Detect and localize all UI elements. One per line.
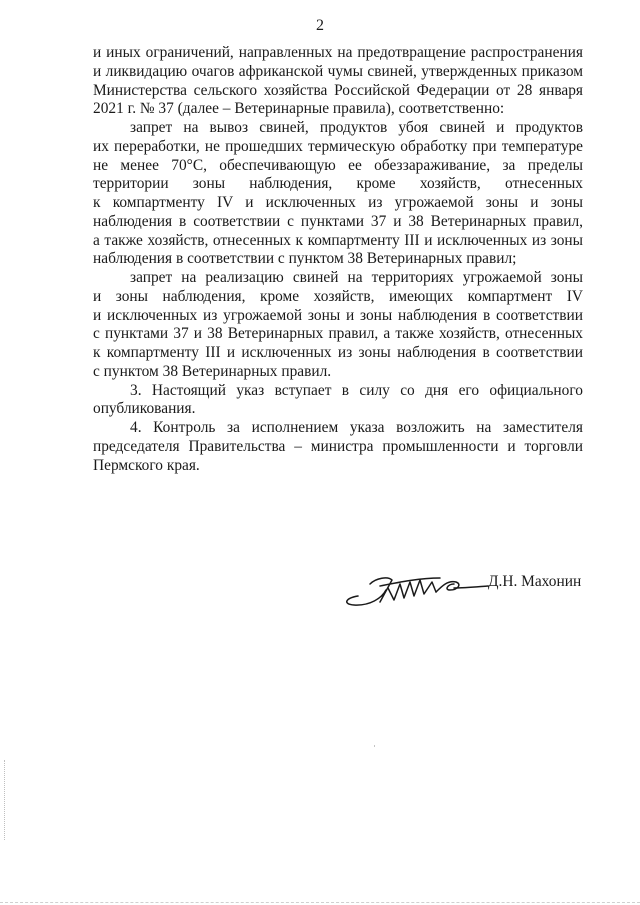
scan-artifact [4, 760, 6, 840]
page-number: 2 [316, 17, 324, 34]
scan-artifact [374, 745, 375, 747]
text-line: 4. Контроль за исполнением указа возложить на заместителя [130, 419, 583, 436]
text-line: к компартменту IV и исключенных из угрожаемой зоны и зоны [93, 194, 583, 211]
text-line: запрет на вывоз свиней, продуктов убоя свиней и продуктов [130, 119, 583, 136]
text-line: наблюдения в соответствии с пунктами 37 и 38 Ветеринарных правил, [93, 212, 583, 230]
text-line: не менее 70°С, обеспечивающую ее обеззараживание, за пределы [93, 156, 583, 174]
document-body [93, 44, 583, 475]
signer-name: Д.Н. Махонин [488, 573, 582, 590]
paragraph-export-ban [93, 119, 583, 269]
text-line: Пермского края. [93, 456, 200, 474]
text-line: и ликвидацию очагов африканской чумы свиней, утвержденных приказом [93, 62, 583, 80]
text-line: к компартменту III и исключенных из зоны наблюдения в соответствии [93, 344, 583, 361]
paragraph-sale-ban [93, 269, 583, 382]
text-line: с пунктом 38 Ветеринарных правил. [93, 362, 332, 380]
text-line: и исключенных из угрожаемой зоны и зоны наблюдения в соответствии [93, 306, 583, 324]
text-line: опубликования. [93, 400, 196, 418]
text-line: с пунктами 37 и 38 Ветеринарных правил, а также хозяйств, отнесенных [93, 325, 583, 343]
text-line: запрет на реализацию свиней на территориях угрожаемой зоны [130, 269, 583, 286]
text-line: и зоны наблюдения, кроме хозяйств, имеющих компартмент IV [93, 287, 583, 305]
text-line: Министерства сельского хозяйства Российской Федерации от 28 января [93, 81, 583, 99]
text-line: их переработки, не прошедших термическую обработку при температуре [93, 137, 583, 155]
paragraph-intro-continuation [93, 44, 583, 119]
text-line: председателя Правительства – министра промышленности и торговли [93, 437, 583, 455]
text-line: и иных ограничений, направленных на предотвращение распространения [93, 44, 583, 61]
text-line: 3. Настоящий указ вступает в силу со дня его официального [130, 381, 583, 399]
text-line: территории зоны наблюдения, кроме хозяйств, отнесенных [93, 175, 583, 193]
text-line: 2021 г. № 37 (далее – Ветеринарные правила), соответственно: [93, 100, 505, 118]
text-line: а также хозяйств, отнесенных к компартменту III и исключенных из зоны [93, 231, 583, 249]
paragraph-clause-3 [93, 382, 583, 420]
text-line: наблюдения в соответствии с пунктом 38 Ветеринарных правил; [93, 250, 517, 268]
page-bottom-edge [0, 901, 640, 903]
paragraph-clause-4 [93, 419, 583, 475]
